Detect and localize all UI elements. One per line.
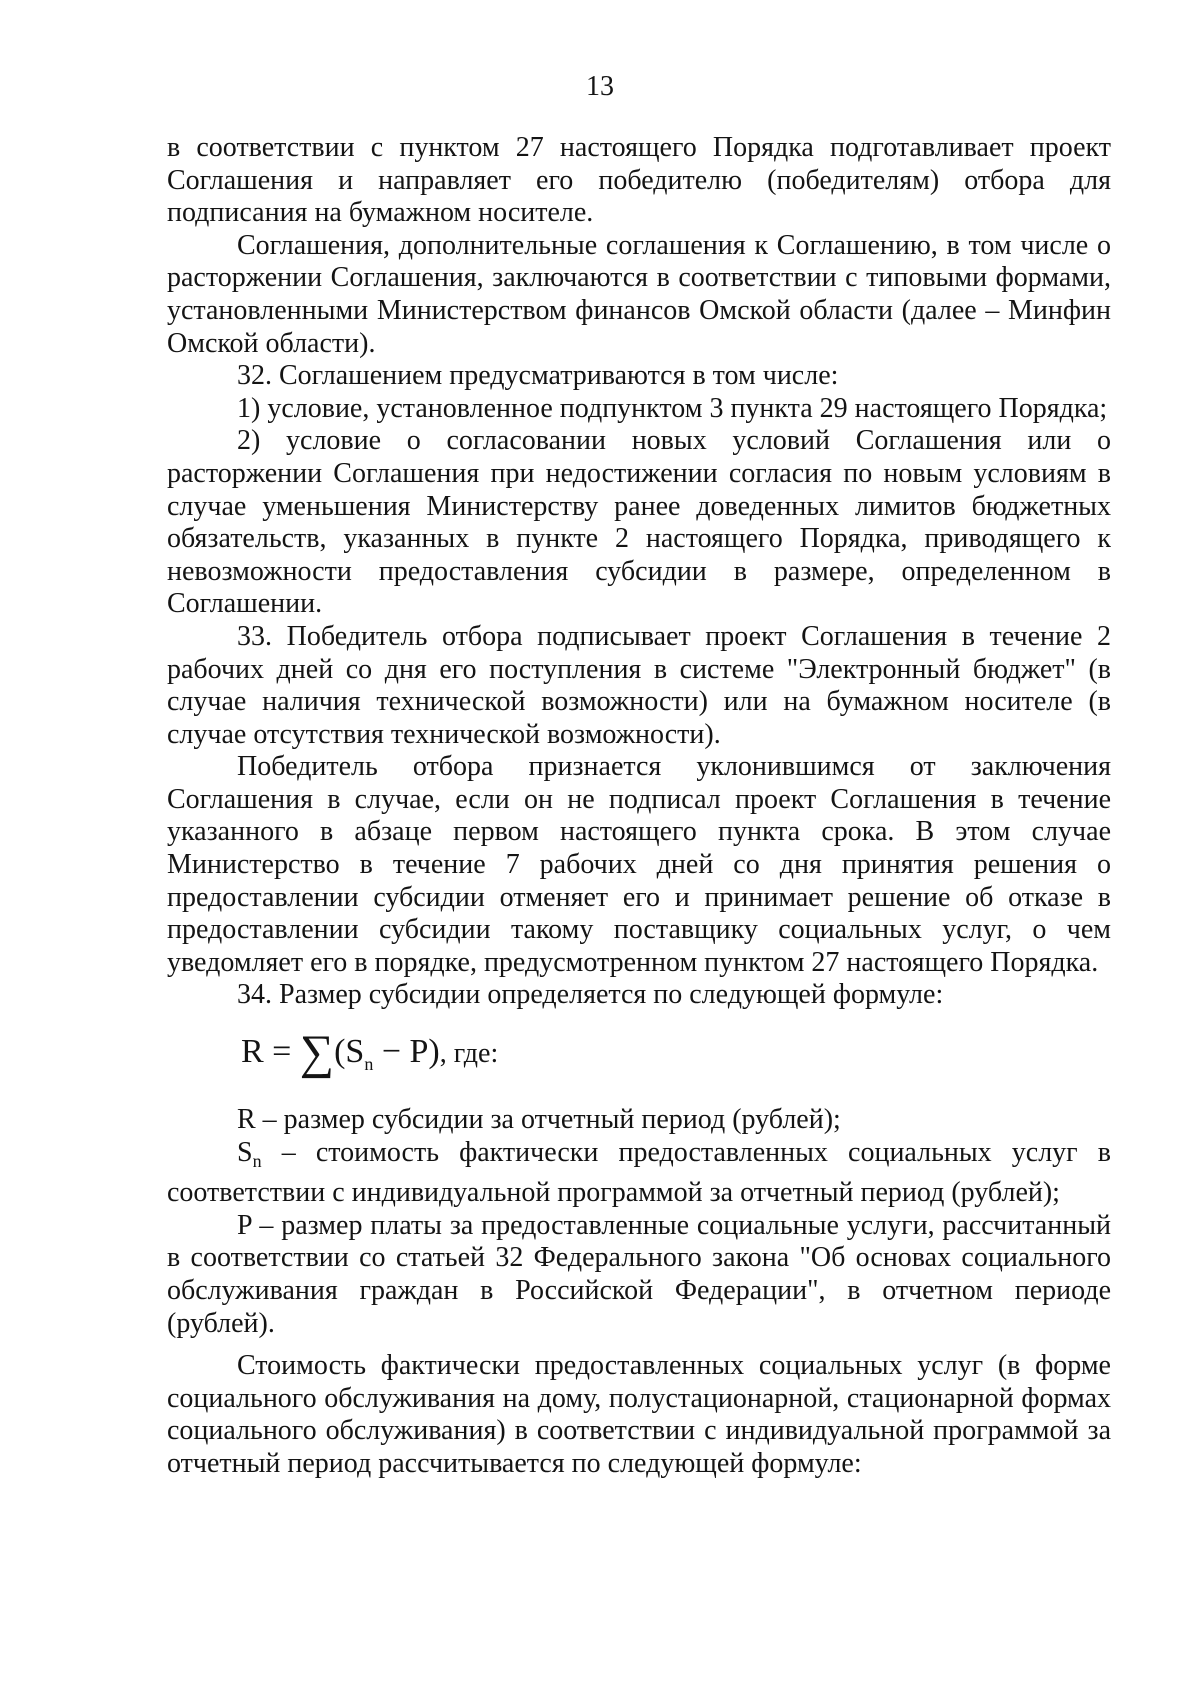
definition-sn [167,1137,1111,1210]
paragraph: Победитель отбора признается уклонившимся от заключения Соглашения в случае, если он не подписал проект Соглашения в течение указанного в абзаце первом настоящего пункта срока. В этом случае Министерство в течение 7 рабочих дней со дня принятия решения о предоставлении субсидии отменяет его и принимает решение об отказе в предоставлении субсидии такому поставщику социальных услуг, о чем уведомляет его в порядке, предусмотренном пунктом 27 настоящего Порядка. [167,751,1111,978]
sum-sign: ∑ [299,1026,335,1080]
paragraph: Соглашения, дополнительные соглашения к Соглашению, в том числе о расторжении Соглашения, заключаются в соответствии с типовыми формами, установленными Министерством финансов Омской области (далее – Минфин Омской области). [167,229,1111,359]
formula-rest: − P) [373,1033,440,1071]
paragraph: в соответствии с пунктом 27 настоящего Порядка подготавливает проект Соглашения и направляет его победителю (победителям) отбора для подписания на бумажном носителе. [167,132,1111,229]
sn-subscript: n [252,1150,262,1171]
paragraph: 33. Победитель отбора подписывает проект Соглашения в течение 2 рабочих дней со дня его поступления в системе "Электронный бюджет" (в случае наличия технической возможности) или на бумажном носителе (в случае отсутствия технической возможности). [167,620,1111,750]
paragraph: 1) условие, установленное подпунктом 3 пункта 29 настоящего Порядка; [237,392,1108,424]
definition-p: P – размер платы за предоставленные социальные услуги, рассчитанный в соответствии со статьей 32 Федерального закона "Об основах социального обслуживания граждан в Российской Федерации", в отчетном периоде (рублей). [167,1209,1111,1339]
formula-lhs: R = [241,1033,300,1071]
formula-open: (S [334,1033,365,1071]
document-body [167,132,1111,1481]
subsidy-formula [167,1012,1111,1104]
paragraph: Стоимость фактически предоставленных социальных услуг (в форме социального обслуживания на дому, полустационарной, стационарной формах социального обслуживания) в соответствии с индивидуальной программой за отчетный период рассчитывается по следующей формуле: [167,1350,1111,1479]
paragraph: 32. Соглашением предусматриваются в том числе: [237,360,839,392]
page-number: 13 [586,71,614,102]
sn-letter: S [237,1136,253,1168]
paragraph: 2) условие о согласовании новых условий Соглашения или о расторжении Соглашения при недостижении согласия по новым условиям в случае уменьшения Министерству ранее доведенных лимитов бюджетных обязательств, указанных в пункте 2 настоящего Порядка, приводящего к невозможности предоставления субсидии в размере, определенном в Соглашении. [167,425,1111,620]
formula-tail: , где: [439,1038,499,1070]
definition-r: R – размер субсидии за отчетный период (рублей); [237,1104,841,1136]
paragraph: 34. Размер субсидии определяется по следующей формуле: [237,979,944,1011]
sn-text: – стоимость фактически предоставленных социальных услуг в соответствии с индивидуальной программой за отчетный период (рублей); [167,1136,1111,1209]
formula-subscript: n [364,1054,374,1075]
